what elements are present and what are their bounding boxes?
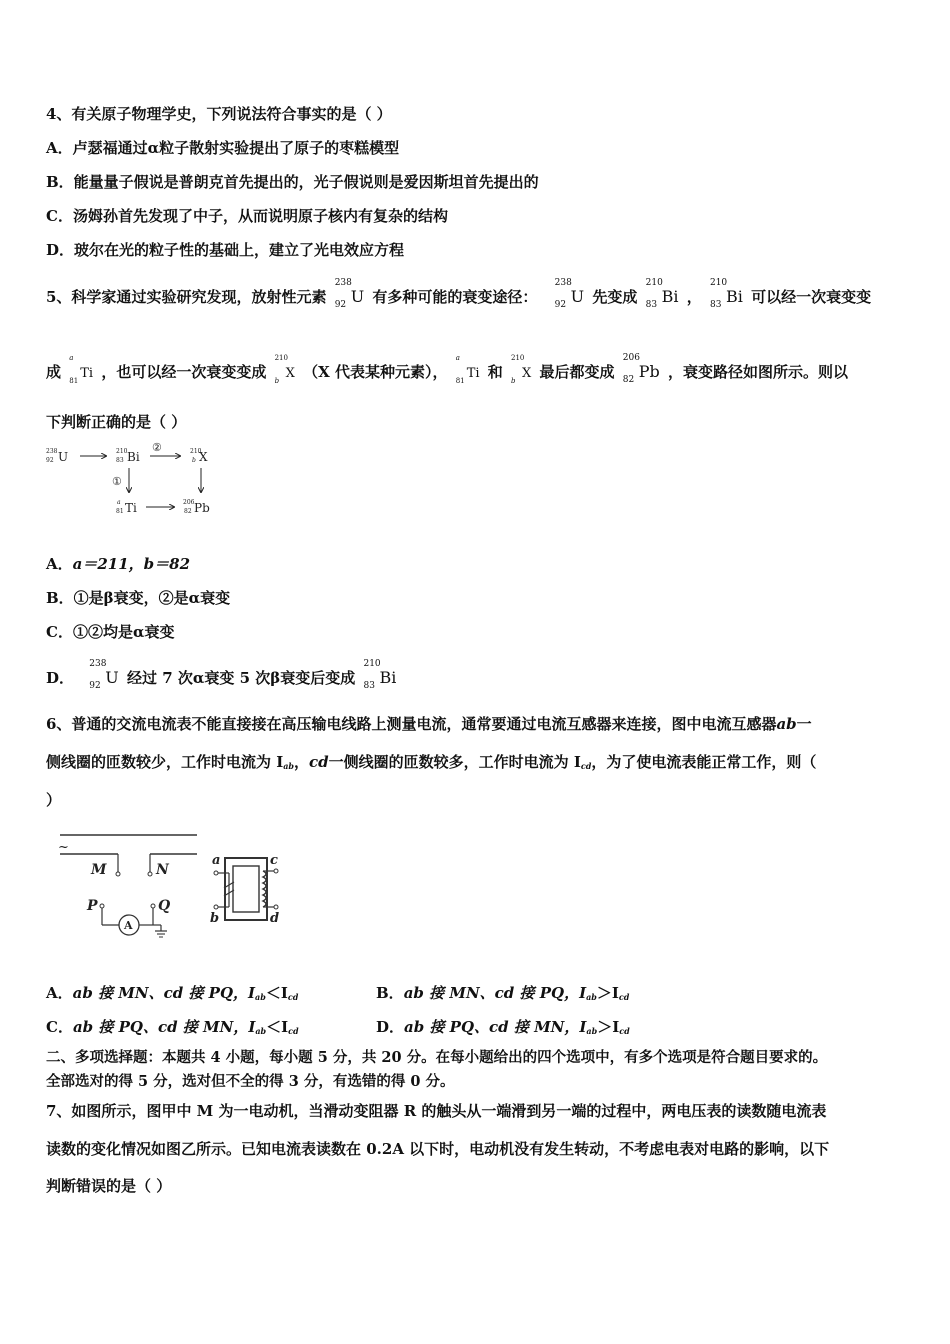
diag-step1-label: ① [112,475,122,488]
ammeter-label: A [124,919,133,932]
diag-bi-mass: 210 [116,448,128,455]
q5-text: 有多种可能的衰变途径： [372,288,538,306]
terminal-c-label: c [270,853,278,868]
q5-line2 [46,353,849,385]
diag-x-mass: 210 [190,448,202,455]
section2-header: 二、多项选择题：本题共 4 小题，每小题 5 分，共 20 分。在每小题给出的四个选项中，有多个选项是符合题目要求的。 [46,1049,828,1066]
nuclide-u-238: 238 92 U [554,278,585,310]
nuclide-x: 210 b X [274,354,295,385]
ac-tilde: ~ [58,840,69,855]
nuclide-x: 210 b X [511,354,532,385]
q4-stem: 4、有关原子物理学史，下列说法符合事实的是（ ） [46,105,392,123]
terminal-m-label: M [91,862,107,878]
q5-text: 可以经一次衰变变 [751,288,872,306]
q5-text: 5、科学家通过实验研究发现，放射性元素 [46,288,327,306]
nuclide-bi-210: 210 83 Bi [363,659,397,691]
terminal-n-label: N [156,862,169,878]
q6-option-d: D．ab 接 PQ、cd 接 MN，Iab＞Icd [376,1018,630,1036]
q7-line3: 判断错误的是（ ） [46,1177,172,1195]
terminal-a-label: a [212,853,221,868]
diag-ti: Ti [125,501,137,515]
q4-option-d: D．玻尔在光的粒子性的基础上，建立了光电效应方程 [46,241,405,259]
q5-option-d: D． 238 92 U 经过 7 次α衰变 5 次β衰变后变成 210 83 Bi [46,659,397,691]
terminal-q-label: Q [158,898,171,914]
diag-x: X [199,450,208,464]
q5-text: ， [686,288,702,306]
diag-pb-mass: 206 [183,499,195,506]
diag-u-mass: 238 [46,448,58,455]
q5-text: （X 代表某种元素）， [303,363,448,381]
q6-line3: ） [46,791,62,809]
q5-option-a: A．a＝211，b＝82 [46,555,191,573]
terminal-p-label: P [87,898,98,914]
diag-pb: Pb [194,501,210,515]
q5-option-c: C．①②均是α衰变 [46,623,175,641]
diag-step2-label: ② [152,441,162,454]
nuclide-u-238: 238 92 U [334,278,365,310]
q5-option-a-expr: a＝211，b＝82 [72,555,191,573]
q5-text: 成 [46,363,62,381]
q6-line2: 侧线圈的匝数较少，工作时电流为 Iab，cd一侧线圈的匝数较多，工作时电流为 Icd，为了使电流表能正常工作，则（ [46,753,817,771]
nuclide-bi-210: 210 83 Bi [709,278,743,310]
q6-line1: 6、普通的交流电流表不能直接接在高压输电线路上测量电流，通常要通过电流互感器来连接，图中电流互感器ab一 [46,715,812,733]
decay-path-diagram [44,440,234,522]
diag-pb-z: 82 [184,508,192,515]
transformer-core [225,858,267,920]
diag-ti-z: 81 [116,508,124,515]
q6-option-b: B．ab 接 MN、cd 接 PQ，Iab＞Icd [376,984,630,1002]
secondary-coil [263,871,266,907]
q6-option-a: A．ab 接 MN、cd 接 PQ，Iab＜Icd [46,984,299,1002]
q6-option-c: C．ab 接 PQ、cd 接 MN，Iab＜Icd [46,1018,299,1036]
q5-option-b: B．①是β衰变，②是α衰变 [46,589,231,607]
nuclide-ti: a 81 Ti [69,354,94,385]
q5-text: 先变成 [592,288,638,306]
terminal-b-label: b [210,911,220,926]
q5-text: 最后都变成 [539,363,615,381]
diag-bi-z: 83 [116,457,124,464]
q7-line2: 读数的变化情况如图乙所示。已知电流表读数在 0.2A 以下时，电动机没有发生转动，不考虑电表对电路的影响，以下 [46,1140,830,1158]
q5-text: ，也可以经一次衰变变成 [101,363,267,381]
nuclide-pb-206: 206 82 Pb [622,353,660,385]
q4-option-a: A．卢瑟福通过α粒子散射实验提出了原子的枣糕模型 [46,139,400,157]
terminal-d-label: d [270,911,280,926]
diag-u: U [58,450,69,464]
diag-ti-mass: a [117,499,121,506]
section2-scoring: 全部选对的得 5 分，选对但不全的得 3 分，有选错的得 0 分。 [46,1073,455,1090]
diag-u-z: 92 [46,457,54,464]
nuclide-ti: a 81 Ti [455,354,480,385]
q4-option-c: C．汤姆孙首先发现了中子，从而说明原子核内有复杂的结构 [46,207,448,225]
q5-text: 和 [487,363,503,381]
nuclide-u-238: 238 92 U [89,659,119,691]
q5-line3: 下判断正确的是（ ） [46,413,187,431]
q5-text: ，衰变路径如图所示。则以 [668,363,849,381]
nuclide-bi-210: 210 83 Bi [645,278,679,310]
q7-line1: 7、如图所示，图甲中 M 为一电动机，当滑动变阻器 R 的触头从一端滑到另一端的过程中，两电压表的读数随电流表 [46,1102,827,1120]
diag-x-z: b [192,457,196,464]
diag-bi: Bi [127,450,140,464]
current-transformer-diagram [50,828,290,943]
q5-line1 [46,278,872,310]
q4-option-b: B．能量量子假说是普朗克首先提出的，光子假说则是爱因斯坦首先提出的 [46,173,539,191]
